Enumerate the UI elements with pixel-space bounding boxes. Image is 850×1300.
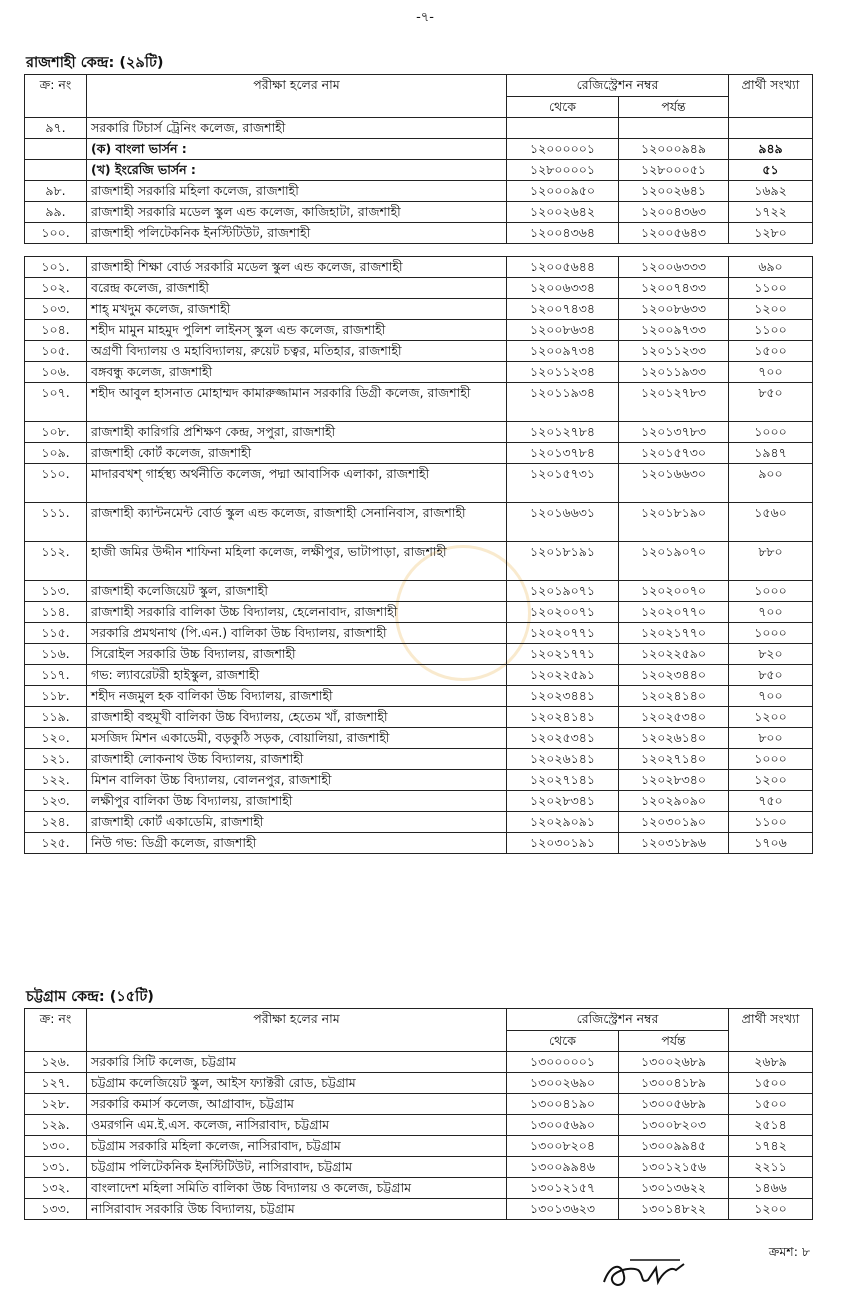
row-reg-from: ১২০০৬৩৩৪	[507, 278, 619, 299]
row-reg-from: ১২০০৪৩৬৪	[507, 223, 619, 244]
header-from: থেকে	[507, 96, 619, 118]
row-count: ৮৮০	[729, 542, 813, 581]
table-row	[25, 812, 813, 833]
row-hall-name: অগ্রণী বিদ্যালয় ও মহাবিদ্যালয়, রুয়েট চত্বর, মতিহার, রাজশাহী	[87, 341, 507, 362]
row-reg-from: ১২০২০০৭১	[507, 602, 619, 623]
row-count: ১৭০৬	[729, 833, 813, 854]
row-serial: ১১২.	[25, 542, 87, 581]
row-reg-to: ১২০১৯০৭০	[619, 542, 729, 581]
row-count: ১৪৬৬	[729, 1178, 813, 1199]
table-row	[25, 362, 813, 383]
row-count: ১১০০	[729, 320, 813, 341]
row-reg-from: ১২০২৯০৯১	[507, 812, 619, 833]
row-reg-to: ১২০০৫৬৪৩	[619, 223, 729, 244]
row-count: ১২৮০	[729, 223, 813, 244]
row-reg-from: ১২০৩০১৯১	[507, 833, 619, 854]
header-count: প্রার্থী সংখ্যা	[729, 1009, 813, 1052]
row-count: ৭০০	[729, 362, 813, 383]
row-count: ১৬৯২	[729, 181, 813, 202]
signature	[600, 1256, 690, 1292]
row-hall-name: (খ) ইংরেজি ভার্সন :	[87, 160, 507, 181]
row-reg-to: ১২০২২৫৯০	[619, 644, 729, 665]
table-row	[25, 542, 813, 581]
row-serial: ১০১.	[25, 257, 87, 278]
row-serial: ১২২.	[25, 770, 87, 791]
row-hall-name: রাজশাহী বহুমূখী বালিকা উচ্চ বিদ্যালয়, হেতেম খাঁ, রাজশাহী	[87, 707, 507, 728]
row-count: ৮২০	[729, 644, 813, 665]
row-reg-to: ১৩০০৫৬৮৯	[619, 1094, 729, 1115]
header-to: পর্যন্ত	[619, 96, 729, 118]
row-hall-name: রাজশাহী শিক্ষা বোর্ড সরকারি মডেল স্কুল এন্ড কলেজ, রাজশাহী	[87, 257, 507, 278]
row-hall-name: রাজশাহী পলিটেকনিক ইনস্টিটিউট, রাজশাহী	[87, 223, 507, 244]
row-count: ১৭২২	[729, 202, 813, 223]
row-reg-to: ১২০২৩৪৪০	[619, 665, 729, 686]
table-row	[25, 202, 813, 223]
row-count: ১০০০	[729, 749, 813, 770]
row-reg-to: ১২০০৭৪৩৩	[619, 278, 729, 299]
row-serial	[25, 139, 87, 160]
row-serial: ৯৯.	[25, 202, 87, 223]
header-serial: ক্র: নং	[25, 75, 87, 118]
row-hall-name: শাহ্ মখদুম কলেজ, রাজশাহী	[87, 299, 507, 320]
row-reg-from: ১২০১৮১৯১	[507, 542, 619, 581]
row-hall-name: সরকারি কমার্স কলেজ, আগ্রাবাদ, চট্টগ্রাম	[87, 1094, 507, 1115]
row-count: ১৫৬০	[729, 503, 813, 542]
row-reg-to: ১২০০৪৩৬৩	[619, 202, 729, 223]
row-serial: ১১৪.	[25, 602, 87, 623]
row-count: ১২০০	[729, 1199, 813, 1220]
row-reg-to: ১২০২১৭৭০	[619, 623, 729, 644]
table-row	[25, 833, 813, 854]
row-count: ১২০০	[729, 707, 813, 728]
row-hall-name: রাজশাহী সরকারি মহিলা কলেজ, রাজশাহী	[87, 181, 507, 202]
row-count: ৮০০	[729, 728, 813, 749]
row-serial: ১০৫.	[25, 341, 87, 362]
row-serial: ১৩০.	[25, 1136, 87, 1157]
header-registration: রেজিস্ট্রেশন নম্বর	[507, 1009, 729, 1031]
table-row	[25, 341, 813, 362]
header-registration: রেজিস্ট্রেশন নম্বর	[507, 75, 729, 97]
row-hall-name: চট্টগ্রাম কলেজিয়েট স্কুল, আইস ফ্যাক্টরী রোড, চট্টগ্রাম	[87, 1073, 507, 1094]
row-serial: ১১৭.	[25, 665, 87, 686]
row-reg-from: ১২০০৯৭৩৪	[507, 341, 619, 362]
rajshahi-table	[24, 74, 813, 854]
row-reg-to: ১৩০০৯৯৪৫	[619, 1136, 729, 1157]
row-reg-to: ১২০০০৯৪৯	[619, 139, 729, 160]
row-reg-from: ১২০২৬১৪১	[507, 749, 619, 770]
row-reg-to: ১২০২৪১৪০	[619, 686, 729, 707]
row-serial: ১০৬.	[25, 362, 87, 383]
row-reg-from: ১২০০৮৬৩৪	[507, 320, 619, 341]
row-serial: ১১১.	[25, 503, 87, 542]
row-hall-name: সরকারি সিটি কলেজ, চট্টগ্রাম	[87, 1052, 507, 1073]
table-row	[25, 1052, 813, 1073]
row-reg-to: ১২০২০৭৭০	[619, 602, 729, 623]
row-reg-to: ১২০১১২৩৩	[619, 341, 729, 362]
section-title-chattogram: চট্টগ্রাম কেন্দ্র: (১৫টি)	[26, 989, 154, 1005]
table-row	[25, 139, 813, 160]
row-hall-name: শহীদ নজমুল হক বালিকা উচ্চ বিদ্যালয়, রাজশাহী	[87, 686, 507, 707]
row-count: ১০০০	[729, 422, 813, 443]
row-hall-name: চট্টগ্রাম পলিটেকনিক ইনস্টিটিউট, নাসিরাবাদ, চট্টগ্রাম	[87, 1157, 507, 1178]
row-reg-to: ১২০১৮১৯০	[619, 503, 729, 542]
row-reg-from: ১২০২৩৪৪১	[507, 686, 619, 707]
row-serial: ১২৩.	[25, 791, 87, 812]
row-reg-from: ১২০১৫৭৩১	[507, 464, 619, 503]
row-serial: ১২১.	[25, 749, 87, 770]
row-hall-name: শহীদ মামুন মাহমুদ পুলিশ লাইনস্ স্কুল এন্ড কলেজ, রাজশাহী	[87, 320, 507, 341]
row-count: ৭৫০	[729, 791, 813, 812]
table-row	[25, 665, 813, 686]
table-row	[25, 623, 813, 644]
table-row	[25, 602, 813, 623]
row-count: ৯০০	[729, 464, 813, 503]
row-serial: ১০৭.	[25, 383, 87, 422]
row-reg-to: ১৩০০৮২০৩	[619, 1115, 729, 1136]
row-reg-to: ১২০০২৬৪১	[619, 181, 729, 202]
header-count: প্রার্থী সংখ্যা	[729, 75, 813, 118]
row-hall-name: বঙ্গবন্ধু কলেজ, রাজশাহী	[87, 362, 507, 383]
header-serial: ক্র: নং	[25, 1009, 87, 1052]
continued-note: ক্রমশ: ৮	[768, 1244, 810, 1259]
row-reg-from: ১২০০২৬৪২	[507, 202, 619, 223]
row-hall-name: রাজশাহী কলেজিয়েট স্কুল, রাজশাহী	[87, 581, 507, 602]
row-reg-from: ১৩০০৫৬৯০	[507, 1115, 619, 1136]
table-row	[25, 1157, 813, 1178]
row-reg-from: ১৩০০২৬৯০	[507, 1073, 619, 1094]
row-reg-from: ১৩০১২১৫৭	[507, 1178, 619, 1199]
row-reg-from: ১২০০৫৬৪৪	[507, 257, 619, 278]
row-serial: ১২৫.	[25, 833, 87, 854]
table-row	[25, 181, 813, 202]
row-count: ১৯৪৭	[729, 443, 813, 464]
row-count: ১৭৪২	[729, 1136, 813, 1157]
table-row	[25, 581, 813, 602]
row-reg-to: ১২০২৭১৪০	[619, 749, 729, 770]
row-serial: ১০৩.	[25, 299, 87, 320]
row-hall-name: মসজিদ মিশন একাডেমী, বড়কুঠি সড়ক, বোয়ালিয়া, রাজশাহী	[87, 728, 507, 749]
table-row	[25, 443, 813, 464]
header-from: থেকে	[507, 1030, 619, 1052]
row-reg-to	[619, 118, 729, 139]
table-row	[25, 1178, 813, 1199]
row-serial: ১২৮.	[25, 1094, 87, 1115]
row-reg-from: ১৩০০০০০১	[507, 1052, 619, 1073]
row-reg-to: ১২০১২৭৮৩	[619, 383, 729, 422]
row-serial: ১২০.	[25, 728, 87, 749]
row-serial: ১১৫.	[25, 623, 87, 644]
row-hall-name: সিরোইল সরকারি উচ্চ বিদ্যালয়, রাজশাহী	[87, 644, 507, 665]
row-reg-to: ১৩০০২৬৮৯	[619, 1052, 729, 1073]
row-count: ১১০০	[729, 278, 813, 299]
row-hall-name: মাদারবখশ্ গার্হস্থ্য অর্থনীতি কলেজ, পদ্মা আবাসিক এলাকা, রাজশাহী	[87, 464, 507, 503]
row-reg-from: ১২০১১৯৩৪	[507, 383, 619, 422]
row-hall-name: রাজশাহী ক্যান্টনমেন্ট বোর্ড স্কুল এন্ড কলেজ, রাজশাহী সেনানিবাস, রাজশাহী	[87, 503, 507, 542]
row-count: ১৫০০	[729, 1073, 813, 1094]
row-reg-from: ১২০১১২৩৪	[507, 362, 619, 383]
table-gap	[25, 244, 813, 257]
table-row	[25, 1136, 813, 1157]
table-row	[25, 1094, 813, 1115]
row-reg-to: ১২০১৫৭৩০	[619, 443, 729, 464]
row-serial: ১০০.	[25, 223, 87, 244]
row-count: ৯৪৯	[729, 139, 813, 160]
table-row	[25, 464, 813, 503]
row-count: ৭০০	[729, 686, 813, 707]
row-reg-to: ১২০২০০৭০	[619, 581, 729, 602]
row-reg-to: ১৩০১৪৮২২	[619, 1199, 729, 1220]
table-row	[25, 644, 813, 665]
table-row	[25, 707, 813, 728]
row-reg-from: ১২০২৫৩৪১	[507, 728, 619, 749]
table-row	[25, 422, 813, 443]
row-reg-from: ১২০০০৯৫০	[507, 181, 619, 202]
row-hall-name: রাজশাহী সরকারি মডেল স্কুল এন্ড কলেজ, কাজিহাটা, রাজশাহী	[87, 202, 507, 223]
row-hall-name: চট্টগ্রাম সরকারি মহিলা কলেজ, নাসিরাবাদ, চট্টগ্রাম	[87, 1136, 507, 1157]
row-count: ১১০০	[729, 812, 813, 833]
row-reg-from: ১২০২৮৩৪১	[507, 791, 619, 812]
row-count	[729, 118, 813, 139]
page-number: -৭-	[416, 10, 434, 25]
table-row	[25, 1073, 813, 1094]
row-serial: ১০৪.	[25, 320, 87, 341]
row-serial: ১৩১.	[25, 1157, 87, 1178]
row-reg-from: ১২০২৪১৪১	[507, 707, 619, 728]
row-hall-name: রাজশাহী লোকনাথ উচ্চ বিদ্যালয়, রাজশাহী	[87, 749, 507, 770]
row-hall-name: শহীদ আবুল হাসনাত মোহাম্মদ কামারুজ্জামান সরকারি ডিগ্রী কলেজ, রাজশাহী	[87, 383, 507, 422]
row-reg-from: ১৩০০৪১৯০	[507, 1094, 619, 1115]
row-serial: ১২৭.	[25, 1073, 87, 1094]
row-serial: ১০২.	[25, 278, 87, 299]
header-hall-name: পরীক্ষা হলের নাম	[87, 75, 507, 118]
row-serial: ১১৩.	[25, 581, 87, 602]
table-row	[25, 383, 813, 422]
row-reg-to: ১২০৩১৮৯৬	[619, 833, 729, 854]
row-hall-name: মিশন বালিকা উচ্চ বিদ্যালয়, বোলনপুর, রাজশাহী	[87, 770, 507, 791]
chattogram-table	[24, 1008, 813, 1220]
row-reg-to: ১২০০৯৭৩৩	[619, 320, 729, 341]
row-serial: ১২৯.	[25, 1115, 87, 1136]
row-serial: ১৩২.	[25, 1178, 87, 1199]
row-hall-name: রাজশাহী কারিগরি প্রশিক্ষণ কেন্দ্র, সপুরা, রাজশাহী	[87, 422, 507, 443]
row-hall-name: নিউ গভ: ডিগ্রী কলেজ, রাজশাহী	[87, 833, 507, 854]
row-reg-to: ১২০২৮৩৪০	[619, 770, 729, 791]
row-reg-to: ১২০২৯০৯০	[619, 791, 729, 812]
row-reg-from: ১২০২৭১৪১	[507, 770, 619, 791]
table-row	[25, 278, 813, 299]
row-serial: ১১০.	[25, 464, 87, 503]
row-serial: ১০৯.	[25, 443, 87, 464]
row-reg-from: ১৩০০৯৯৪৬	[507, 1157, 619, 1178]
row-reg-from: ১২০০৭৪৩৪	[507, 299, 619, 320]
table-row	[25, 686, 813, 707]
row-serial	[25, 160, 87, 181]
row-reg-to: ১২০২৫৩৪০	[619, 707, 729, 728]
table-row	[25, 299, 813, 320]
row-hall-name: হাজী জমির উদ্দীন শাফিনা মহিলা কলেজ, লক্ষীপুর, ভাটাপাড়া, রাজশাহী	[87, 542, 507, 581]
row-reg-to: ১৩০০৪১৮৯	[619, 1073, 729, 1094]
row-hall-name: বরেন্দ্র কলেজ, রাজশাহী	[87, 278, 507, 299]
table-row	[25, 770, 813, 791]
row-hall-name: লক্ষীপুর বালিকা উচ্চ বিদ্যালয়, রাজাশাহী	[87, 791, 507, 812]
row-reg-from: ১২০১২৭৮৪	[507, 422, 619, 443]
row-hall-name: রাজশাহী কোর্ট একাডেমি, রাজশাহী	[87, 812, 507, 833]
row-hall-name: (ক) বাংলা ভার্সন :	[87, 139, 507, 160]
section-title-rajshahi: রাজশাহী কেন্দ্র: (২৯টি)	[26, 55, 164, 71]
row-count: ৮৫০	[729, 383, 813, 422]
row-hall-name: সরকারি টিচার্স ট্রেনিং কলেজ, রাজশাহী	[87, 118, 507, 139]
row-serial: ১১৬.	[25, 644, 87, 665]
row-count: ১৫০০	[729, 1094, 813, 1115]
row-reg-to: ১২০১৩৭৮৩	[619, 422, 729, 443]
row-reg-to: ১২০১৬৬৩০	[619, 464, 729, 503]
row-serial: ৯৮.	[25, 181, 87, 202]
row-reg-from: ১৩০০৮২০৪	[507, 1136, 619, 1157]
row-serial: ১১৮.	[25, 686, 87, 707]
table-row	[25, 1199, 813, 1220]
table-row	[25, 503, 813, 542]
row-reg-to: ১২০৩০১৯০	[619, 812, 729, 833]
row-reg-to: ১৩০১৩৬২২	[619, 1178, 729, 1199]
table-row	[25, 728, 813, 749]
row-count: ৮৫০	[729, 665, 813, 686]
table-row	[25, 749, 813, 770]
row-hall-name: রাজশাহী কোর্ট কলেজ, রাজশাহী	[87, 443, 507, 464]
row-reg-to: ১৩০১২১৫৬	[619, 1157, 729, 1178]
row-reg-from: ১২০১৬৬৩১	[507, 503, 619, 542]
row-reg-to: ১২০০৮৬৩৩	[619, 299, 729, 320]
row-reg-from: ১২০২১৭৭১	[507, 644, 619, 665]
row-hall-name: সরকারি প্রমথনাথ (পি.এন.) বালিকা উচ্চ বিদ্যালয়, রাজশাহী	[87, 623, 507, 644]
row-reg-from: ১২০১৯০৭১	[507, 581, 619, 602]
row-hall-name: নাসিরাবাদ সরকারি উচ্চ বিদ্যালয়, চট্টগ্রাম	[87, 1199, 507, 1220]
row-reg-to: ১২০০৬৩৩৩	[619, 257, 729, 278]
table-row	[25, 791, 813, 812]
row-count: ১২০০	[729, 770, 813, 791]
row-hall-name: গভ: ল্যাবরেটরী হাইস্কুল, রাজশাহী	[87, 665, 507, 686]
table-row	[25, 257, 813, 278]
row-count: ২৬৮৯	[729, 1052, 813, 1073]
row-reg-from: ১২৮০০০০১	[507, 160, 619, 181]
row-reg-from	[507, 118, 619, 139]
row-reg-from: ১২০২০৭৭১	[507, 623, 619, 644]
row-count: ৬৯০	[729, 257, 813, 278]
row-count: ১৫০০	[729, 341, 813, 362]
row-hall-name: ওমরগনি এম.ই.এস. কলেজ, নাসিরাবাদ, চট্টগ্রাম	[87, 1115, 507, 1136]
row-serial: ১২৪.	[25, 812, 87, 833]
row-count: ১০০০	[729, 581, 813, 602]
row-count: ৫১	[729, 160, 813, 181]
row-count: ১২০০	[729, 299, 813, 320]
row-reg-from: ১২০১৩৭৮৪	[507, 443, 619, 464]
row-count: ৭০০	[729, 602, 813, 623]
row-serial: ১২৬.	[25, 1052, 87, 1073]
table-row	[25, 160, 813, 181]
table-row	[25, 320, 813, 341]
header-hall-name: পরীক্ষা হলের নাম	[87, 1009, 507, 1052]
row-count: ২৫১৪	[729, 1115, 813, 1136]
table-row	[25, 223, 813, 244]
row-count: ১০০০	[729, 623, 813, 644]
row-reg-to: ১২৮০০০৫১	[619, 160, 729, 181]
row-serial: ১০৮.	[25, 422, 87, 443]
row-reg-from: ১২০০০০০১	[507, 139, 619, 160]
row-reg-to: ১২০১১৯৩৩	[619, 362, 729, 383]
row-reg-from: ১২০২২৫৯১	[507, 665, 619, 686]
row-serial: ১১৯.	[25, 707, 87, 728]
table-row	[25, 1115, 813, 1136]
row-serial: ১৩৩.	[25, 1199, 87, 1220]
row-hall-name: রাজশাহী সরকারি বালিকা উচ্চ বিদ্যালয়, হেলেনাবাদ, রাজশাহী	[87, 602, 507, 623]
table-row	[25, 118, 813, 139]
header-to: পর্যন্ত	[619, 1030, 729, 1052]
row-serial: ৯৭.	[25, 118, 87, 139]
row-reg-to: ১২০২৬১৪০	[619, 728, 729, 749]
row-hall-name: বাংলাদেশ মহিলা সমিতি বালিকা উচ্চ বিদ্যালয় ও কলেজ, চট্টগ্রাম	[87, 1178, 507, 1199]
row-count: ২২১১	[729, 1157, 813, 1178]
row-reg-from: ১৩০১৩৬২৩	[507, 1199, 619, 1220]
